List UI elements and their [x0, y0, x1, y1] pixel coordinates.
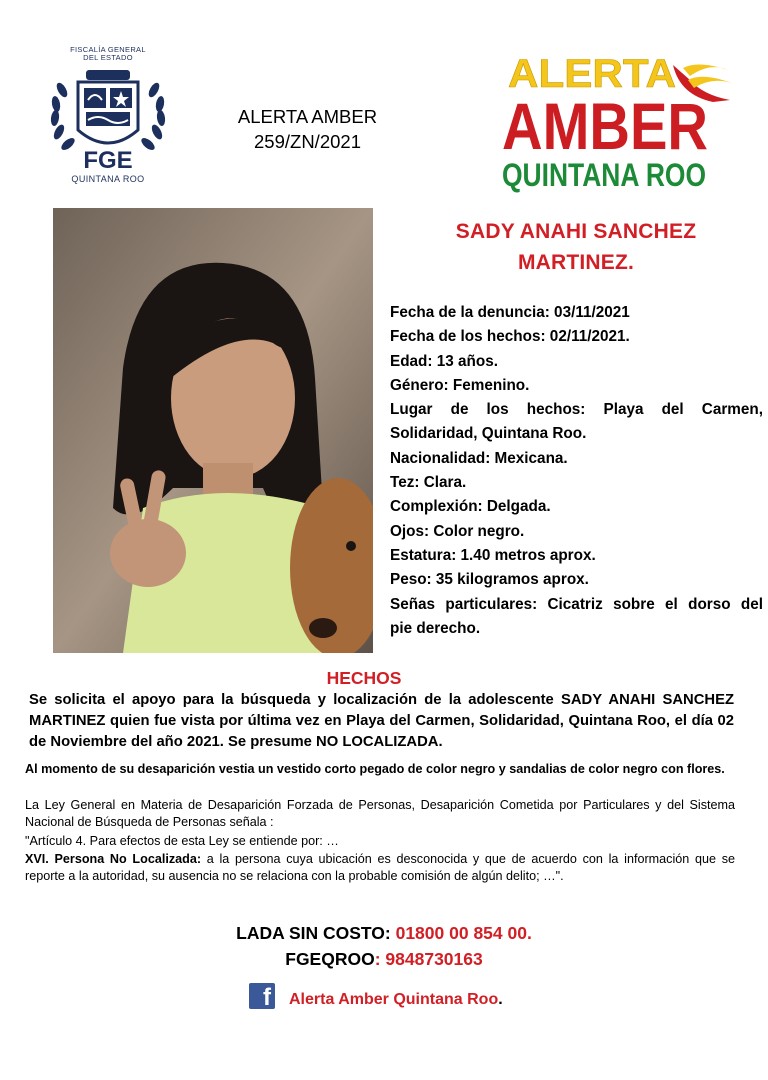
alert-header	[215, 104, 400, 154]
law-reference: La Ley General en Materia de Desaparición Forzada de Personas, Desaparición Cometida por Particulares y del Sistema Nacional de Búsqueda de Personas señala :	[25, 798, 735, 829]
alerta-amber-logo	[498, 40, 738, 200]
detail-ojos: Ojos: Color negro.	[390, 522, 525, 540]
detail-edad: Edad: 13 años.	[390, 352, 498, 370]
detail-genero: Género: Femenino.	[390, 376, 530, 394]
facebook-period: .	[498, 991, 503, 1008]
fgeqroo-number[interactable]: 9848730163	[385, 949, 483, 969]
hechos-body: Se solicita el apoyo para la búsqueda y localización de la adolescente SADY ANAHI SANCHEZ MARTINEZ quien fue vista por última vez en Playa del Carmen, Solidaridad, Quintana Roo, el día 02 de Noviembre del año 2021. Se presume NO LOCALIZADA.	[29, 692, 734, 750]
fge-logo	[38, 42, 178, 192]
alert-header-line1: ALERTA AMBER	[237, 106, 378, 127]
detail-peso: Peso: 35 kilogramos aprox.	[390, 571, 589, 589]
fraction-xvi-label: XVI. Persona No Localizada:	[25, 852, 202, 866]
fge-logo-top-text-1: FISCALÍA GENERAL	[70, 45, 146, 54]
detail-senas: Señas particulares: Cicatriz sobre el dorso del	[390, 595, 763, 613]
detail-tez: Tez: Clara.	[390, 474, 467, 492]
amber-logo-word-alerta: ALERTA	[508, 52, 676, 96]
fge-emblem-icon	[46, 60, 170, 170]
clothing-description: Al momento de su desaparición vestia un vestido corto pegado de color negro y sandalias de color negro con flores.	[25, 762, 725, 776]
facebook-page-link[interactable]	[289, 991, 503, 1009]
facebook-icon[interactable]: f	[249, 983, 275, 1009]
article-reference: "Artículo 4. Para efectos de esta Ley se entiende por: …	[25, 834, 339, 848]
detail-complexion: Complexión: Delgada.	[390, 498, 551, 516]
fgeqroo-line	[0, 949, 768, 970]
fge-acronym: FGE	[83, 147, 133, 170]
fgeqroo-label: FGEQROO	[285, 949, 375, 969]
amber-logo-word-quintana-roo: QUINTANA ROO	[502, 157, 706, 193]
alert-header-line2: 259/ZN/2021	[254, 131, 361, 152]
fge-logo-top-text-2: DEL ESTADO	[83, 53, 133, 62]
lada-line	[0, 923, 768, 944]
detail-senas-cont: pie derecho.	[390, 619, 481, 637]
detail-lugar-hechos-cont: Solidaridad, Quintana Roo.	[390, 425, 587, 443]
detail-nacionalidad: Nacionalidad: Mexicana.	[390, 449, 568, 467]
name-line-2: MARTINEZ.	[517, 251, 635, 274]
detail-fecha-hechos: Fecha de los hechos: 02/11/2021.	[390, 328, 630, 346]
fraction-xvi	[25, 851, 735, 885]
fraction-xvi-text: a la persona cuya ubicación es desconocida y que de acuerdo con la información que se reporte a la autoridad, su ausencia no se relaciona con la probable comisión de algún delito; …".	[25, 852, 735, 883]
facebook-page-name: Alerta Amber Quintana Roo	[289, 991, 499, 1008]
detail-fecha-denuncia: Fecha de la denuncia: 03/11/2021	[390, 304, 630, 321]
missing-person-photo	[53, 208, 373, 653]
lada-number[interactable]: 01800 00 854 00.	[395, 923, 532, 943]
detail-lugar-hechos: Lugar de los hechos: Playa del Carmen,	[390, 401, 763, 419]
detail-estatura: Estatura: 1.40 metros aprox.	[390, 546, 596, 564]
missing-person-name	[420, 216, 732, 278]
person-details	[390, 301, 763, 641]
hechos-title: HECHOS	[326, 668, 402, 688]
fgeqroo-colon: :	[374, 949, 386, 969]
amber-logo-word-amber: AMBER	[502, 89, 708, 163]
lada-label: LADA SIN COSTO:	[236, 923, 396, 943]
name-line-1: SADY ANAHI SANCHEZ	[455, 220, 697, 243]
fge-logo-state: QUINTANA ROO	[71, 174, 145, 184]
